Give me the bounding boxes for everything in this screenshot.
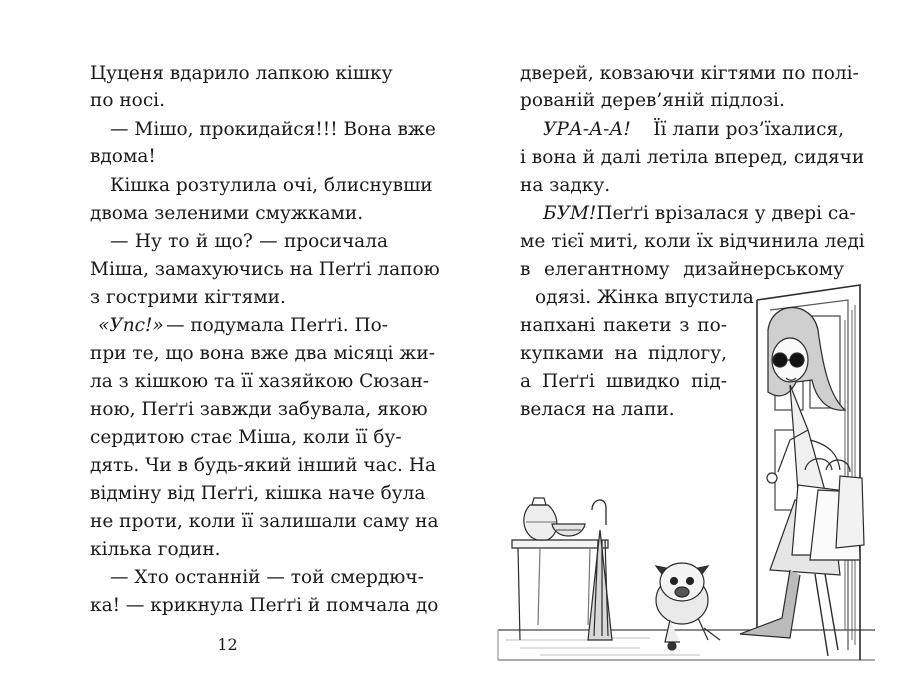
text-line-rest: Її лапи роз’їхалися, xyxy=(653,119,844,140)
text-line: купками на підлогу, xyxy=(520,343,727,364)
pug-dog xyxy=(656,563,720,650)
text-line xyxy=(543,118,844,142)
text-line: Кішка розтулила очі, блиснувши xyxy=(110,175,433,196)
text-line: в елегантному дизайнерському xyxy=(520,259,844,280)
text-line: — Ну то й що? — просичала xyxy=(110,231,388,252)
text-line: кілька годин. xyxy=(90,539,221,560)
text-line: і вона й далі летіла вперед, сидячи xyxy=(520,147,865,168)
text-line: Міша, замахуючись на Пеґґі лапою xyxy=(90,259,440,280)
text-line: вдома! xyxy=(90,146,156,167)
text-line: — Мішо, прокидайся!!! Вона вже xyxy=(110,119,436,140)
text-line: на задку. xyxy=(520,175,611,196)
text-line: з гострими кігтями. xyxy=(90,287,286,308)
text-line: велася на лапи. xyxy=(520,399,675,420)
text-line-rest: Пеґґі врізалася у двері са- xyxy=(596,203,856,224)
text-line: напхані пакети з по- xyxy=(520,315,727,336)
text-line-rest: — подумала Пеґґі. По- xyxy=(165,315,388,336)
text-line xyxy=(98,314,388,338)
italic-ura: УРА-А-А! xyxy=(543,119,631,140)
text-line: по носі. xyxy=(90,90,165,111)
page-number: 12 xyxy=(217,635,238,654)
italic-bum: БУМ! xyxy=(543,203,597,224)
text-line: двома зеленими смужками. xyxy=(90,203,364,224)
text-line: не проти, коли її залишали саму на xyxy=(90,511,439,532)
illustration xyxy=(495,280,875,670)
text-line: при те, що вона вже два місяці жи- xyxy=(90,343,435,364)
text-line xyxy=(543,202,856,226)
text-line: ме тієї миті, коли їх відчинила леді xyxy=(520,231,865,252)
text-line: ною, Пеґґі завжди забувала, якою xyxy=(90,399,428,420)
text-line: ка! — крикнула Пеґґі й помчала до xyxy=(90,595,439,616)
text-line: ла з кішкою та її хазяйкою Сюзан- xyxy=(90,371,430,392)
text-line: відміну від Пеґґі, кішка наче була xyxy=(90,483,426,504)
text-line: сердитою стає Міша, коли її бу- xyxy=(90,427,402,448)
text-line: дверей, ковзаючи кігтями по полі- xyxy=(520,63,859,84)
text-line: одязі. Жінка впустила xyxy=(535,287,754,308)
text-line: а Пеґґі швидко під- xyxy=(520,371,727,392)
text-line: рованій дерев’яній підлозі. xyxy=(520,90,785,111)
text-line: — Хто останній — той смердюч- xyxy=(110,567,424,588)
text-line: Цуценя вдарило лапкою кішку xyxy=(90,63,393,84)
italic-exclamation: «Упс!» xyxy=(98,315,164,336)
text-line: дять. Чи в будь-який інший час. На xyxy=(90,455,436,476)
